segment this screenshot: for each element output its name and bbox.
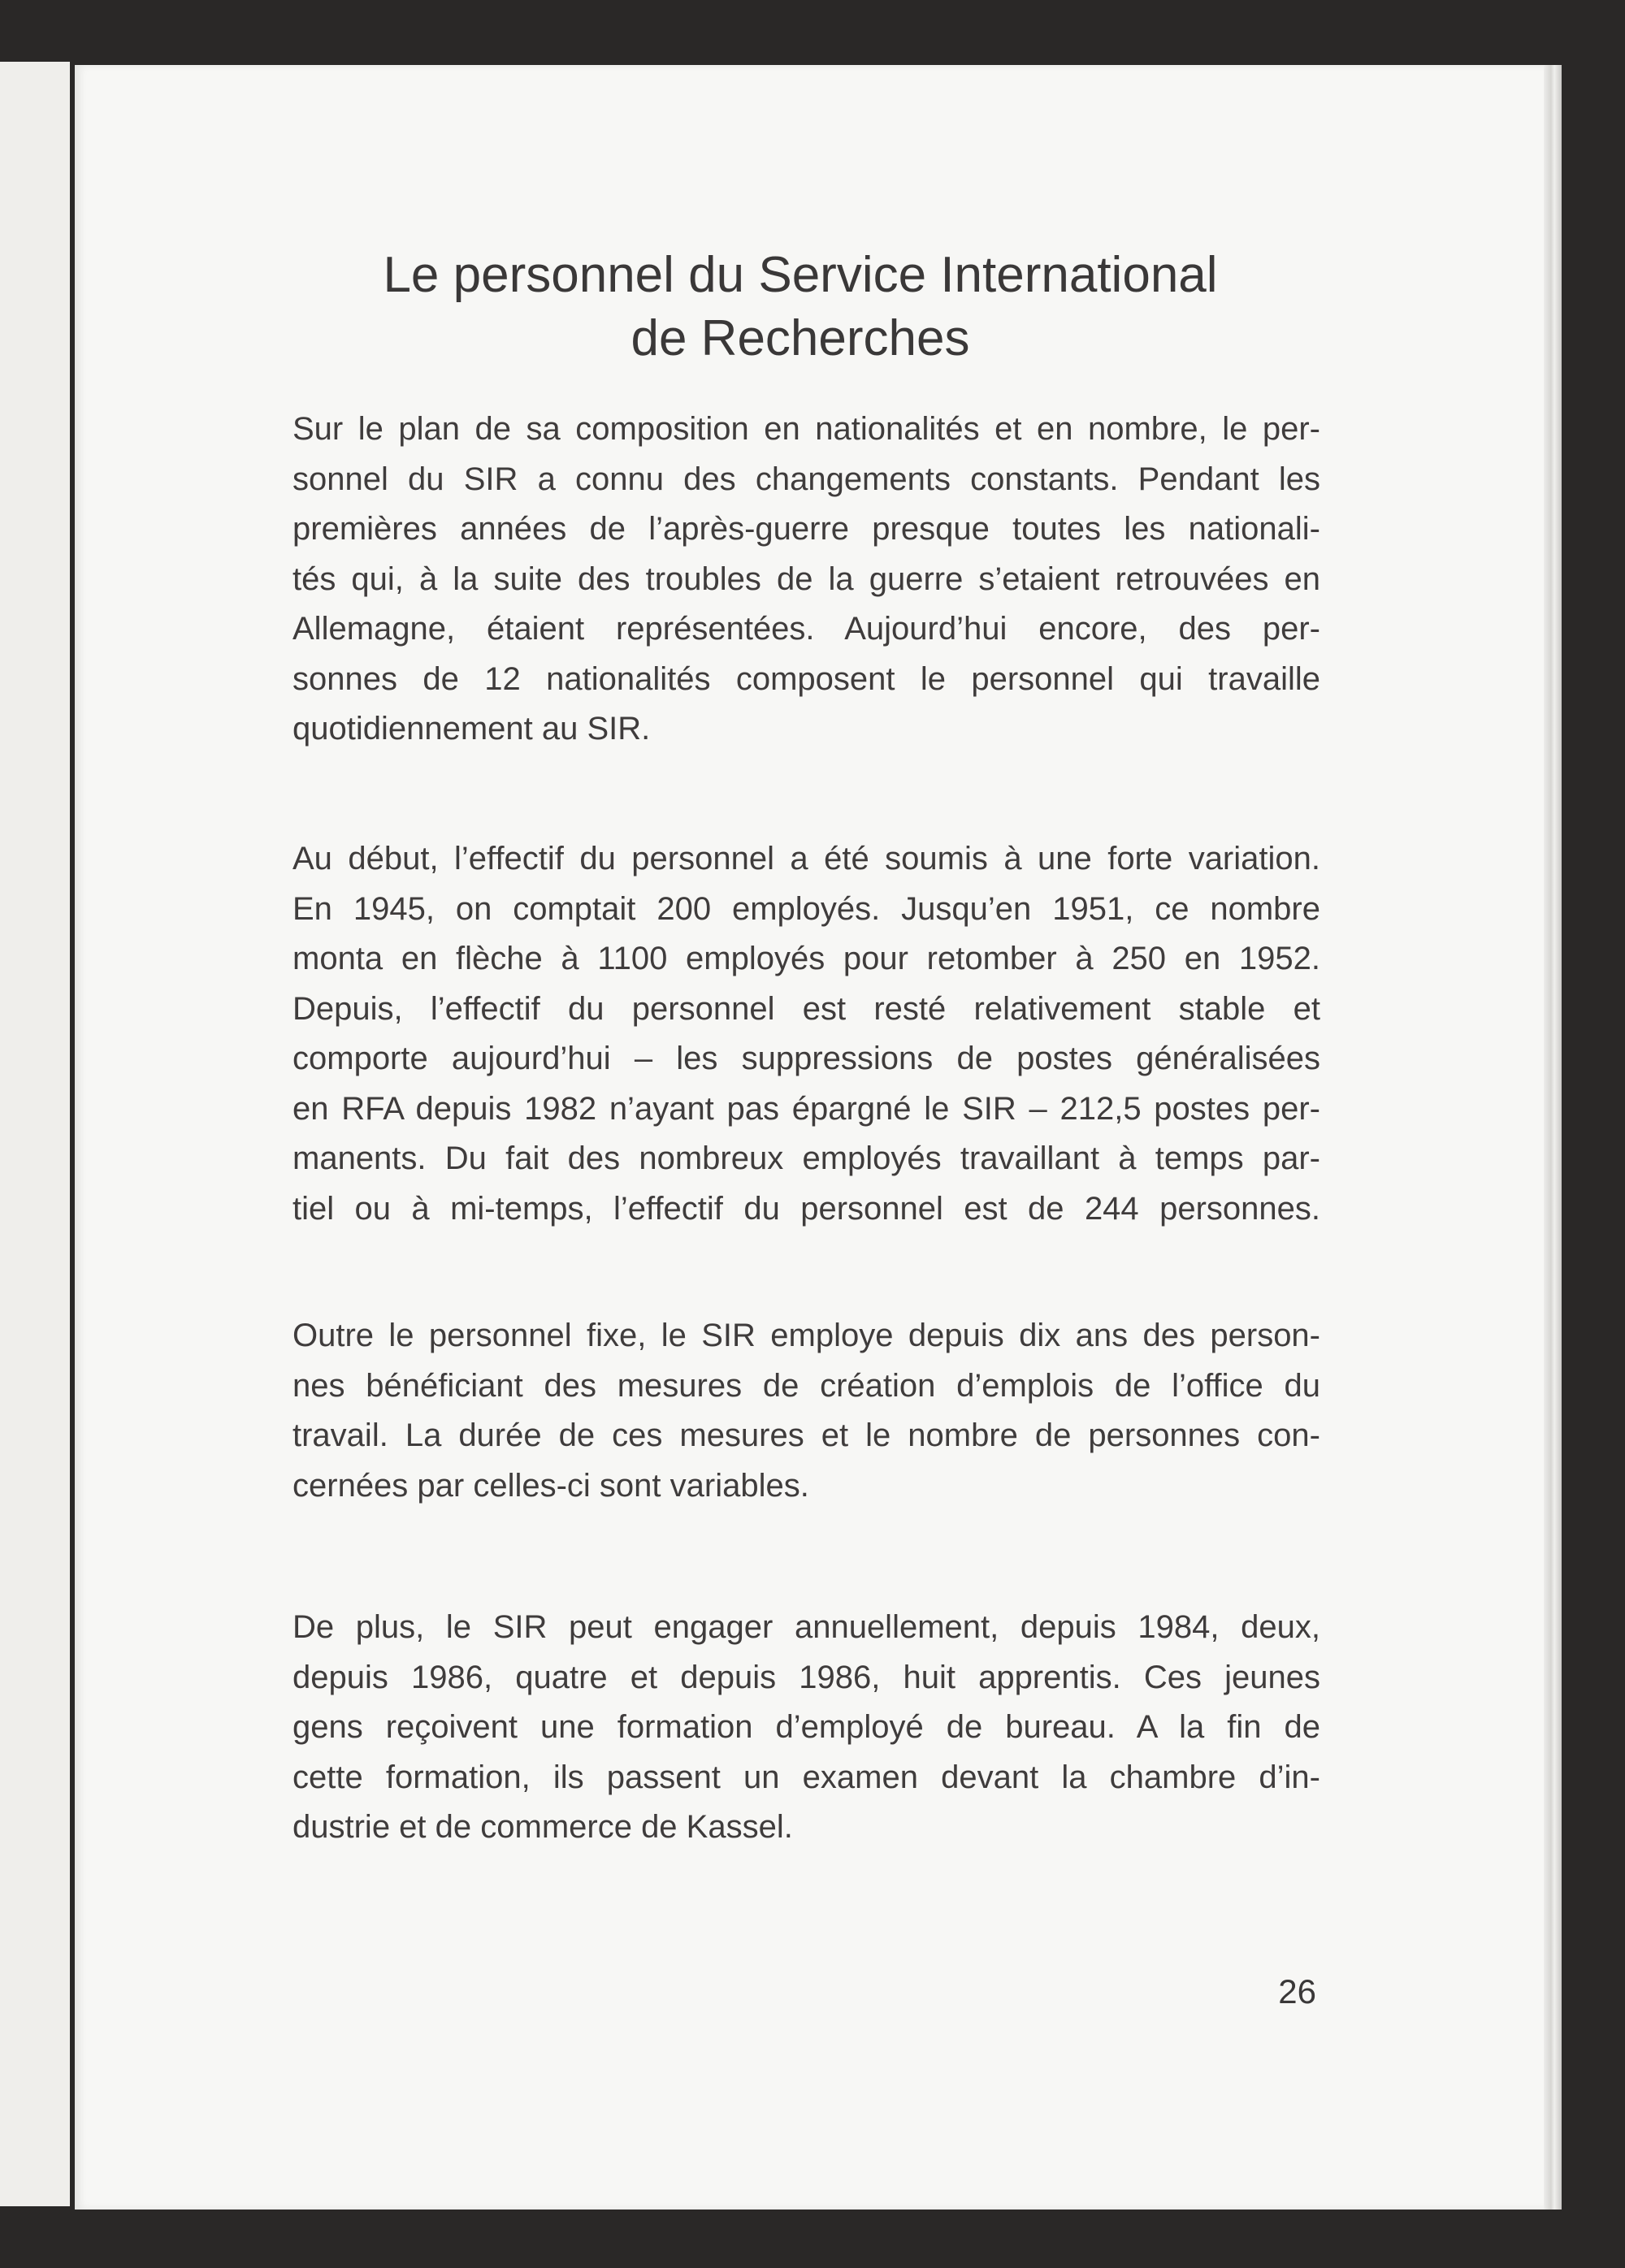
page-title (211, 244, 1389, 370)
text-line: cernées par celles-ci sont variables. (292, 1467, 809, 1504)
paragraph-job-creation (292, 1311, 1320, 1511)
text-line: De plus, le SIR peut engager annuellement, depuis 1984, deux, (292, 1609, 1320, 1645)
text-line: Sur le plan de sa composition en nationalités et en nombre, le per- (292, 411, 1320, 447)
text-line: cette formation, ils passent un examen devant la chambre d’in- (292, 1759, 1320, 1795)
text-line: en RFA depuis 1982 n’ayant pas épargné le SIR – 212,5 postes per- (292, 1090, 1320, 1127)
text-line: dustrie et de commerce de Kassel. (292, 1809, 793, 1845)
text-line: sonnel du SIR a connu des changements constants. Pendant les (292, 461, 1320, 497)
page-stack-edge (1544, 65, 1562, 2210)
text-line: Outre le personnel fixe, le SIR employe depuis dix ans des person- (292, 1318, 1320, 1353)
text-line: tiel ou à mi-temps, l’effectif du personnel est de 244 personnes. (292, 1190, 1320, 1227)
text-line: sonnes de 12 nationalités composent le personnel qui travaille (292, 660, 1320, 697)
paragraph-apprentices (292, 1603, 1320, 1853)
title-line: de Recherches (630, 310, 970, 366)
paragraph-staff-numbers (292, 834, 1320, 1234)
text-line: travail. La durée de ces mesures et le nombre de personnes con- (292, 1418, 1320, 1453)
text-line: monta en flèche à 1100 employés pour retomber à 250 en 1952. (292, 941, 1320, 976)
text-line: En 1945, on comptait 200 employés. Jusqu’en 1951, ce nombre (292, 890, 1320, 927)
text-line: gens reçoivent une formation d’employé de bureau. A la fin de (292, 1709, 1320, 1745)
text-line: premières années de l’après-guerre presque toutes les nationali- (292, 511, 1320, 547)
page-number: 26 (1278, 1972, 1316, 2010)
text-line: manents. Du fait des nombreux employés travaillant à temps par- (292, 1140, 1320, 1176)
paragraph-nationalities (292, 405, 1320, 755)
text-line: Depuis, l’effectif du personnel est resté relativement stable et (292, 990, 1320, 1027)
text-line: comporte aujourd’hui – les suppressions de postes généralisées (292, 1041, 1320, 1076)
text-line: Au début, l’effectif du personnel a été soumis à une forte variation. (292, 841, 1320, 876)
title-line: Le personnel du Service International (383, 247, 1218, 303)
text-line: quotidiennement au SIR. (292, 711, 651, 747)
text-line: depuis 1986, quatre et depuis 1986, huit apprentis. Ces jeunes (292, 1659, 1320, 1695)
text-line: Allemagne, étaient représentées. Aujourd’hui encore, des per- (292, 611, 1320, 647)
text-line: tés qui, à la suite des troubles de la guerre s’etaient retrouvées en (292, 561, 1320, 597)
text-line: nes bénéficiant des mesures de création d’emplois de l’office du (292, 1367, 1320, 1404)
facing-page-edge (0, 62, 70, 2206)
